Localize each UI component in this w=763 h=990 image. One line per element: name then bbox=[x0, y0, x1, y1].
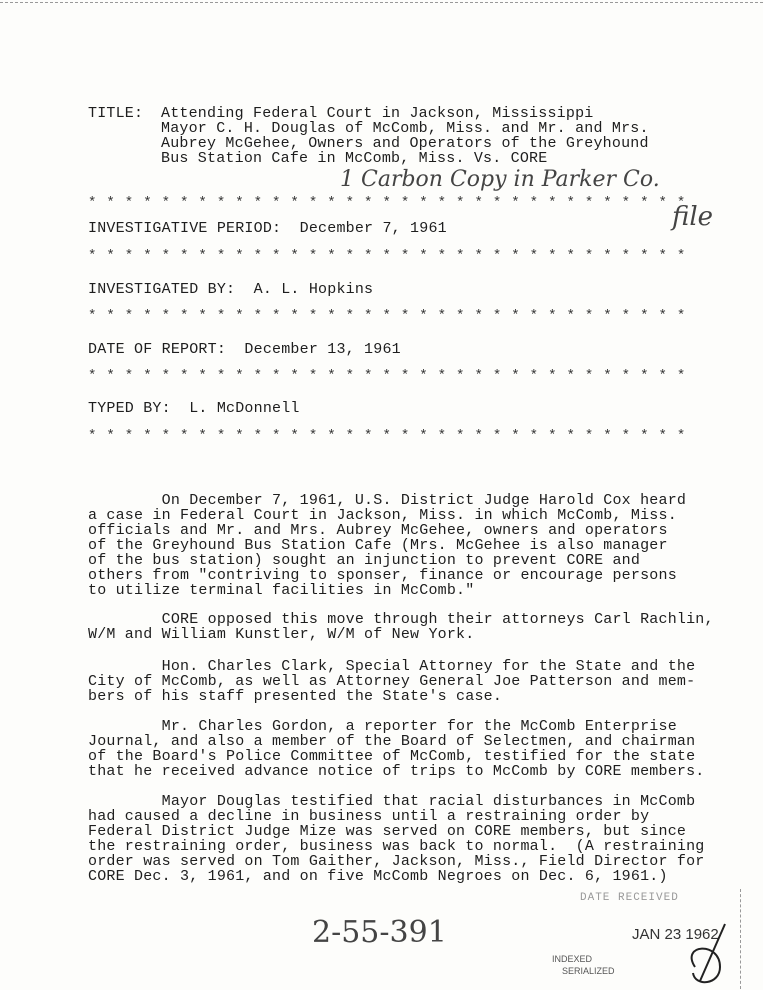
body-line: CORE opposed this move through their attorneys Carl Rachlin, bbox=[88, 611, 714, 628]
handwritten-file-number: 2-55-391 bbox=[312, 915, 447, 950]
title-line-2: Mayor C. H. Douglas of McComb, Miss. and Mr. and Mrs. bbox=[161, 120, 649, 137]
star-divider: * * * * * * * * * * * * * * * * * * * * * * * * * * * * * * * * * bbox=[88, 195, 686, 211]
body-line: W/M and William Kunstler, W/M of New York. bbox=[88, 626, 475, 643]
scan-border bbox=[0, 2, 763, 3]
body-line: Journal, and also a member of the Board of Selectmen, and chairman bbox=[88, 733, 696, 750]
body-line: had caused a decline in business until a restraining order by bbox=[88, 808, 650, 825]
body-line: Federal District Judge Mize was served on CORE members, but since bbox=[88, 823, 687, 840]
body-line: of the Board's Police Committee of McComb, testified for the state bbox=[88, 748, 696, 765]
body-line: order was served on Tom Gaither, Jackson, Miss., Field Director for bbox=[88, 853, 705, 870]
date-of-report: DATE OF REPORT: December 13, 1961 bbox=[88, 341, 401, 358]
star-divider: * * * * * * * * * * * * * * * * * * * * * * * * * * * * * * * * * bbox=[88, 308, 686, 324]
body-line: bers of his staff presented the State's case. bbox=[88, 688, 503, 705]
body-line: to utilize terminal facilities in McComb." bbox=[88, 582, 475, 599]
body-line: Mayor Douglas testified that racial disturbances in McComb bbox=[88, 793, 696, 810]
body-line: that he received advance notice of trips to McComb by CORE members. bbox=[88, 763, 705, 780]
received-stamp bbox=[540, 889, 741, 989]
body-line: of the bus station) sought an injunction to prevent CORE and bbox=[88, 552, 641, 569]
body-line: Hon. Charles Clark, Special Attorney for the State and the bbox=[88, 658, 696, 675]
investigated-by: INVESTIGATED BY: A. L. Hopkins bbox=[88, 281, 374, 298]
body-line: a case in Federal Court in Jackson, Miss. in which McComb, Miss. bbox=[88, 507, 677, 524]
stamp-indexed: INDEXED bbox=[552, 954, 593, 964]
body-line: the restraining order, business was back to normal. (A restraining bbox=[88, 838, 705, 855]
title-label: TITLE: bbox=[88, 105, 144, 122]
title-line-3: Aubrey McGehee, Owners and Operators of the Greyhound bbox=[161, 135, 649, 152]
title-line-4: Bus Station Cafe in McComb, Miss. Vs. CORE bbox=[161, 150, 548, 167]
body-line: Mr. Charles Gordon, a reporter for the McComb Enterprise bbox=[88, 718, 677, 735]
body-line: of the Greyhound Bus Station Cafe (Mrs. McGehee is also manager bbox=[88, 537, 668, 554]
body-line: others from "contriving to sponser, finance or encourage persons bbox=[88, 567, 677, 584]
investigative-period: INVESTIGATIVE PERIOD: December 7, 1961 bbox=[88, 220, 447, 237]
stamp-header: DATE RECEIVED bbox=[580, 892, 679, 904]
stamp-serialized: SERIALIZED bbox=[562, 966, 615, 976]
star-divider: * * * * * * * * * * * * * * * * * * * * * * * * * * * * * * * * * bbox=[88, 428, 686, 444]
initials-signature bbox=[675, 919, 735, 989]
star-divider: * * * * * * * * * * * * * * * * * * * * * * * * * * * * * * * * * bbox=[88, 368, 686, 384]
body-line: officials and Mr. and Mrs. Aubrey McGehee, owners and operators bbox=[88, 522, 668, 539]
typed-by: TYPED BY: L. McDonnell bbox=[88, 400, 300, 417]
handwritten-file: file bbox=[672, 202, 714, 232]
title-line-1: Attending Federal Court in Jackson, Mississippi bbox=[161, 105, 594, 122]
handwritten-note: 1 Carbon Copy in Parker Co. bbox=[340, 167, 660, 192]
star-divider: * * * * * * * * * * * * * * * * * * * * * * * * * * * * * * * * * bbox=[88, 248, 686, 264]
body-line: City of McComb, as well as Attorney General Joe Patterson and mem- bbox=[88, 673, 696, 690]
stamp-date: JAN 23 1962 bbox=[632, 926, 719, 943]
body-line: CORE Dec. 3, 1961, and on five McComb Negroes on Dec. 6, 1961.) bbox=[88, 868, 668, 885]
body-line: On December 7, 1961, U.S. District Judge Harold Cox heard bbox=[88, 492, 687, 509]
